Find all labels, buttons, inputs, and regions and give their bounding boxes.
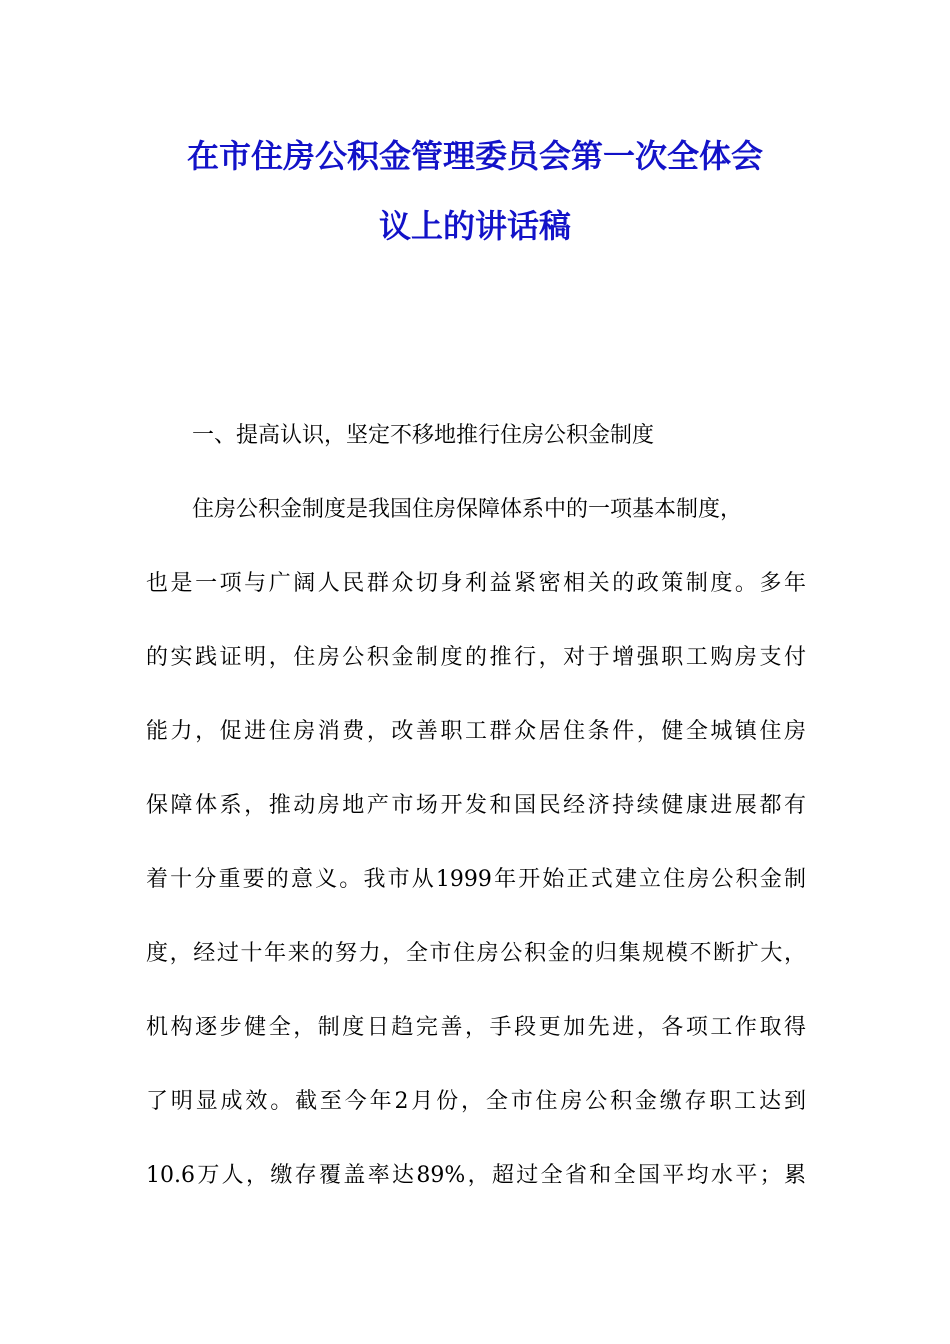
section-heading: 一、提高认识，坚定不移地推行住房公积金制度 bbox=[192, 423, 655, 448]
paragraph-line: 住房公积金制度是我国住房保障体系中的一项基本制度， bbox=[192, 497, 743, 522]
paragraph-line: 能力，促进住房消费，改善职工群众居住条件，健全城镇住房 bbox=[146, 719, 806, 744]
document-title-line-1: 在市住房公积金管理委员会第一次全体会 bbox=[186, 137, 763, 175]
paragraph-line: 10.6万人，缴存覆盖率达89%，超过全省和全国平均水平；累 bbox=[146, 1163, 806, 1188]
paragraph-line: 着十分重要的意义。我市从1999年开始正式建立住房公积金制 bbox=[146, 867, 806, 892]
paragraph-line: 度，经过十年来的努力，全市住房公积金的归集规模不断扩大， bbox=[146, 941, 806, 966]
paragraph-line: 也是一项与广阔人民群众切身利益紧密相关的政策制度。多年 bbox=[146, 571, 806, 596]
paragraph-line: 了明显成效。截至今年2月份，全市住房公积金缴存职工达到 bbox=[146, 1089, 806, 1114]
paragraph-line: 机构逐步健全，制度日趋完善，手段更加先进，各项工作取得 bbox=[146, 1015, 806, 1040]
document-title-line-2: 议上的讲话稿 bbox=[378, 207, 571, 245]
paragraph-line: 保障体系，推动房地产市场开发和国民经济持续健康进展都有 bbox=[146, 793, 806, 818]
paragraph-line: 的实践证明，住房公积金制度的推行，对于增强职工购房支付 bbox=[146, 645, 806, 670]
